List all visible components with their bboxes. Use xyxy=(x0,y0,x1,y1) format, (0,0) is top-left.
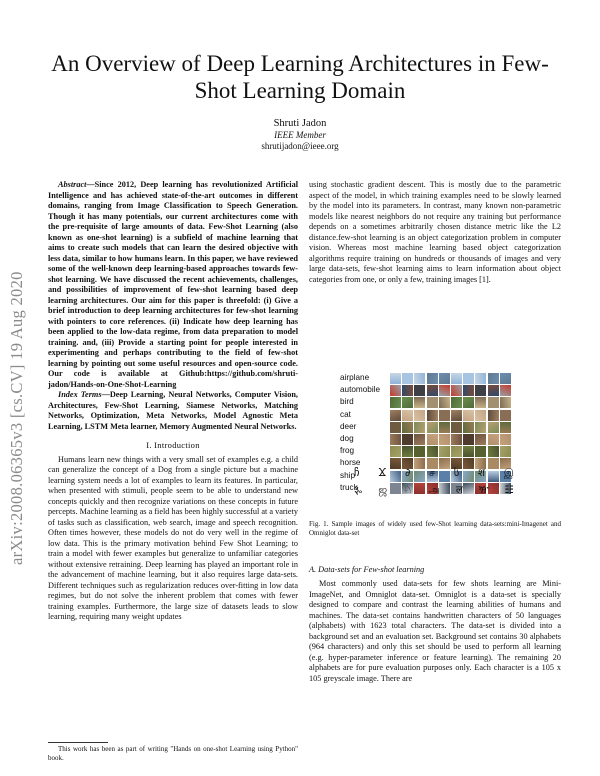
omniglot-character: ल xyxy=(455,484,463,496)
index-terms xyxy=(48,390,298,432)
sample-image-thumbnail xyxy=(390,434,401,445)
sample-image-thumbnail xyxy=(463,385,474,396)
introduction-paragraph: Humans learn new things with a very small set of examples e.g. a child can generalize the concept of a Dog from a single picture but a machine learning system needs a lot of examples to learn its features. In particular, when presented with stimuli, people seem to be able to understand new concepts quickly and then recognize variations on these concepts in future percepts. Machine learning as a field has been highly successful at a variety of tasks such as classification, web search, image and speech recognition. Often times however, these models do not do very well in the regime of low data. This is the primary motivation behind Few Shot Learning; to train a model with fewer examples but generalize to unfamiliar categories without extensive retraining. Deep learning has played an important role in the advancement of machine learning, but it also requires large data-sets. Different techniques such as regularization reduces over-fitting in low data regimes, but do not solve the inherent problem that comes with fewer training examples. Furthermore, the large size of datasets leads to slow learning, requiring many weight updates xyxy=(48,454,298,621)
sample-image-thumbnail xyxy=(390,422,401,433)
class-label: automobile xyxy=(340,385,381,395)
sample-image-thumbnail xyxy=(500,446,511,457)
sample-image-thumbnail xyxy=(475,446,486,457)
omniglot-character: ዥ xyxy=(478,484,489,496)
footnote-rule xyxy=(48,742,108,743)
sample-image-thumbnail xyxy=(402,434,413,445)
abstract-text: —Since 2012, Deep learning has revolutionized Artificial Intelligence and has achieved state-of-the-art outcomes in different domains, ranging from Image Classification to Speech Generation. Though it has many potentials, our current architectures come with the pre-requisite of large amounts of data. Few-Shot Learning (also known as one-shot learning) is a subfield of machine learning that aims to create such models that can learn the desired objective with less data, similar to how humans learn. In this paper, we have reviewed some of the well-known deep learning-based approaches towards few-shot learning. We have discussed the recent achievements, challenges, and possibilities of improvement of few-shot learning based deep learning architectures. Our aim for this paper is threefold: (i) Give a brief introduction to deep learning architectures for few-shot learning with pointers to core references. (ii) Indicate how deep learning has been applied to the low-data regime, from data preparation to model training. and, (iii) Provide a starting point for people interested in experimenting and perhaps contributing to the field of few-shot learning by pointing out some useful resources and open-source code. Our code is available at Github:https://github.com/shruti-jadon/Hands-on-One-Shot-Learning xyxy=(48,180,298,389)
sample-image-thumbnail xyxy=(500,434,511,445)
sample-image-thumbnail xyxy=(463,446,474,457)
sample-image-thumbnail xyxy=(475,434,486,445)
footnote: This work has been as part of writing "Hands on one-shot Learning using Python" book. xyxy=(48,745,298,762)
omniglot-character: ஜ xyxy=(378,484,388,496)
omniglot-character: இ xyxy=(503,467,514,479)
omniglot-character: ச xyxy=(429,467,435,479)
class-label: frog xyxy=(340,446,355,456)
sample-image-thumbnail xyxy=(451,434,462,445)
class-label: airplane xyxy=(340,373,370,382)
sample-image-thumbnail xyxy=(488,422,499,433)
sample-image-thumbnail xyxy=(427,434,438,445)
section-heading-introduction: I. Introduction xyxy=(146,440,200,450)
sample-image-thumbnail xyxy=(451,410,462,421)
right-column-top xyxy=(309,180,561,285)
arxiv-identifier: arXiv:2008.06365v3 [cs.CV] 19 Aug 2020 xyxy=(7,271,26,565)
sample-image-thumbnail xyxy=(414,446,425,457)
sample-image-thumbnail xyxy=(402,410,413,421)
class-label: ship xyxy=(340,470,356,480)
omniglot-row xyxy=(354,465,514,482)
omniglot-character: ♘ xyxy=(402,484,413,496)
sample-image-thumbnail xyxy=(475,373,486,384)
sample-image-thumbnail xyxy=(488,434,499,445)
sample-image-thumbnail xyxy=(463,373,474,384)
figure-1-caption: Fig. 1. Sample images of widely used few-Shot learning data-sets:mini-Imagenet and Omniglot data-set xyxy=(309,520,561,537)
class-label: horse xyxy=(340,458,361,468)
abstract xyxy=(48,180,298,390)
sample-image-thumbnail xyxy=(427,422,438,433)
sample-image-thumbnail xyxy=(402,373,413,384)
sample-image-thumbnail xyxy=(427,446,438,457)
class-label: cat xyxy=(340,409,351,419)
omniglot-character: Ϫ xyxy=(378,467,387,479)
sample-image-thumbnail xyxy=(414,397,425,408)
sample-image-thumbnail xyxy=(439,385,450,396)
author-email: shrutijadon@ieee.org xyxy=(261,141,339,151)
omniglot-character: श xyxy=(477,467,486,479)
sample-image-thumbnail xyxy=(390,410,401,421)
sample-image-thumbnail xyxy=(439,446,450,457)
sample-image-thumbnail xyxy=(500,422,511,433)
omniglot-character: ☷ xyxy=(504,484,514,496)
sample-image-thumbnail xyxy=(439,422,450,433)
sample-image-thumbnail xyxy=(451,373,462,384)
sample-image-thumbnail xyxy=(402,397,413,408)
sample-image-thumbnail xyxy=(488,397,499,408)
omniglot-samples xyxy=(354,465,514,499)
sample-image-thumbnail xyxy=(414,422,425,433)
class-label: dog xyxy=(340,433,354,443)
index-terms-text: —Deep Learning, Neural Networks, Computer Vision, Architectures, Few-Shot Learning, Siamese Networks, Matching Networks, Optimization, Meta Networks, Model Agnostic Meta Learning, LSTM Meta learner, Memory Augmented Neural Networks. xyxy=(48,390,298,431)
sample-image-thumbnail xyxy=(439,434,450,445)
sample-image-thumbnail xyxy=(439,397,450,408)
sample-image-thumbnail xyxy=(390,385,401,396)
sample-image-thumbnail xyxy=(475,397,486,408)
class-label: bird xyxy=(340,397,354,407)
sample-image-thumbnail xyxy=(463,422,474,433)
class-label: deer xyxy=(340,421,357,431)
sample-image-thumbnail xyxy=(451,422,462,433)
sample-image-thumbnail xyxy=(414,373,425,384)
datasets-paragraph: Most commonly used data-sets for few shots learning are Mini-ImageNet, and Omniglot data-set. Omniglot is a data-set is specially designed to compare and contrast the learning abilities of humans and machines. The data-set contains handwritten characters of 50 languages (alphabets) with 1623 total characters. The data-set is divided into a background set and an evaluation set. Background set contains 30 alphabets (964 characters) and only this set should be used to perform all learning (e.g. hyper-parameter inference or feature learning). The remaining 20 alphabets are for pure evaluation purposes only. Each character is a 105 x 105 greyscale image. There are xyxy=(309,579,561,683)
sample-image-thumbnail xyxy=(475,410,486,421)
introduction-paragraph-continued: using stochastic gradient descent. This is mostly due to the parametric aspect of the model, in which training examples need to be slowly learned by the model into its parameters. In contrast, many known non-parametric models like nearest neighbors do not require any training but performance depends on a sometimes arbitrarily chosen distance metric like the L2 distance.few-shot learning is an object categorization problem in computer vision. Whereas most machine learning based object categorization algorithms require training on hundreds or thousands of images and very large data-sets, few-shot learning aims to learn information about object categories from one, or only a few, training images [1]. xyxy=(309,180,561,284)
sample-image-thumbnail xyxy=(427,397,438,408)
sample-image-thumbnail xyxy=(500,410,511,421)
sample-image-thumbnail xyxy=(427,385,438,396)
sample-image-thumbnail xyxy=(390,397,401,408)
sample-image-thumbnail xyxy=(427,410,438,421)
sample-image-thumbnail xyxy=(463,397,474,408)
sample-image-thumbnail xyxy=(439,410,450,421)
sample-image-thumbnail xyxy=(488,410,499,421)
sample-image-thumbnail xyxy=(463,434,474,445)
sample-image-thumbnail xyxy=(488,385,499,396)
omniglot-character: ს xyxy=(453,467,460,479)
author-affiliation: IEEE Member xyxy=(274,130,326,140)
sample-image-thumbnail xyxy=(414,434,425,445)
omniglot-character: ∂ xyxy=(405,467,411,479)
omniglot-character: ჩ xyxy=(354,467,360,479)
sample-image-thumbnail xyxy=(402,446,413,457)
sample-image-thumbnail xyxy=(475,422,486,433)
sample-image-thumbnail xyxy=(390,446,401,457)
omniglot-character: அ xyxy=(428,484,440,496)
sample-image-thumbnail xyxy=(500,385,511,396)
index-terms-label: Index Terms xyxy=(58,390,102,399)
abstract-label: Abstract xyxy=(58,180,87,189)
class-label: truck xyxy=(340,482,358,492)
sample-image-thumbnail xyxy=(390,373,401,384)
sample-image-thumbnail xyxy=(414,385,425,396)
author-block xyxy=(200,117,400,152)
author-name: Shruti Jadon xyxy=(273,118,327,129)
sample-image-thumbnail xyxy=(500,397,511,408)
sample-image-thumbnail xyxy=(414,410,425,421)
sample-image-thumbnail xyxy=(451,385,462,396)
sample-image-thumbnail xyxy=(500,373,511,384)
sample-image-thumbnail xyxy=(427,373,438,384)
left-column xyxy=(48,180,298,623)
subsection-heading-datasets: A. Data-sets for Few-shot learning xyxy=(309,565,425,574)
sample-image-thumbnail xyxy=(488,373,499,384)
sample-image-thumbnail xyxy=(451,446,462,457)
sample-image-thumbnail xyxy=(402,385,413,396)
sample-image-thumbnail xyxy=(475,385,486,396)
omniglot-character: ૱ xyxy=(354,484,363,496)
figure-1 xyxy=(340,372,532,506)
sample-image-thumbnail xyxy=(439,373,450,384)
paper-title: An Overview of Deep Learning Architectures in Few-Shot Learning Domain xyxy=(51,51,549,103)
sample-image-thumbnail xyxy=(463,410,474,421)
sample-image-thumbnail xyxy=(402,422,413,433)
omniglot-row xyxy=(354,482,514,499)
sample-image-thumbnail xyxy=(451,397,462,408)
sample-image-thumbnail xyxy=(488,446,499,457)
